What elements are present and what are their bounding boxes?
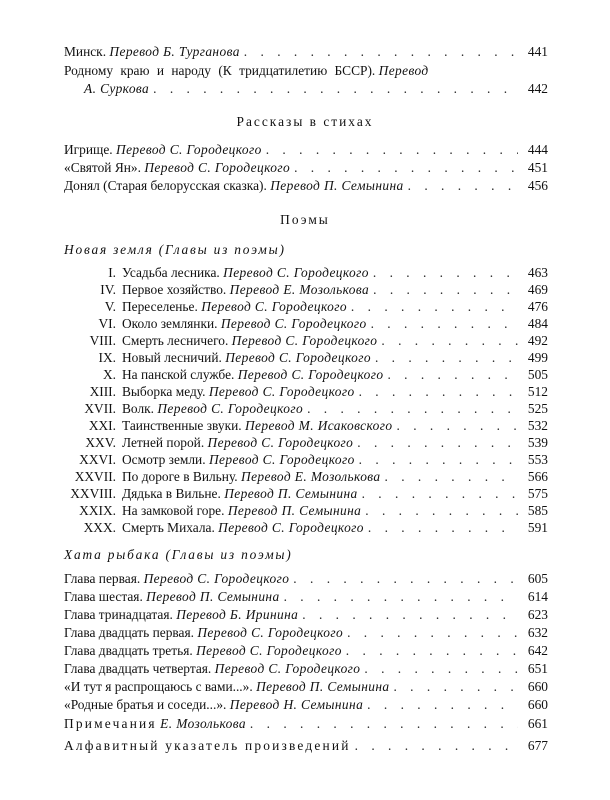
toc-entry-notes — [64, 715, 548, 733]
entry-translator: Перевод М. Исаковского — [244, 418, 393, 433]
entry-translator: Перевод С. Городецкого — [208, 384, 355, 399]
entry-title: Родному краю и народу (К тридцатилетию БССР). — [64, 63, 376, 78]
toc-entry-first-line — [64, 62, 548, 80]
entry-page: 525 — [527, 401, 548, 416]
entry-title: Донял (Старая белорусская сказка). — [64, 178, 267, 193]
poem-title: Новая земля (Главы из поэмы) — [64, 242, 286, 257]
chapter-number: XXVI. — [79, 452, 116, 467]
leader-dots — [357, 434, 518, 452]
chapter-number: XXVII. — [74, 469, 116, 484]
entry-title: На панской службе. — [122, 367, 235, 382]
entry-translator: Перевод С. Городецкого — [144, 160, 291, 175]
entry-page: 566 — [527, 469, 548, 484]
leader-dots — [385, 468, 518, 486]
toc-entry — [64, 570, 548, 588]
entry-page: 476 — [527, 299, 548, 314]
entry-translator: Перевод С. Городецкого — [218, 520, 364, 535]
entry-translator: Перевод П. Семынина — [146, 589, 280, 604]
entry-title: «И тут я распрощаюсь с вами...». — [64, 679, 253, 694]
chapter-number: XIII. — [89, 384, 116, 399]
chapter-number: V. — [104, 299, 116, 314]
chapter-number: IX. — [98, 350, 116, 365]
entry-page: 632 — [527, 625, 548, 640]
chapter-number: I. — [108, 265, 116, 280]
toc-entry — [64, 43, 548, 61]
entry-page: 451 — [527, 160, 548, 175]
toc-entry — [64, 434, 548, 452]
toc-entry — [64, 678, 548, 696]
entry-page: 444 — [527, 142, 548, 157]
toc-entry — [64, 606, 548, 624]
chapter-number: XXIX. — [79, 503, 116, 518]
toc-entry — [64, 315, 548, 333]
entry-title: Смерть Михала. — [122, 520, 215, 535]
leader-dots — [284, 588, 518, 606]
entry-title: Глава двадцать первая. — [64, 625, 194, 640]
entry-translator: Перевод Б. Иринина — [176, 607, 299, 622]
entry-title: Новый лесничий. — [122, 350, 222, 365]
toc-entry — [64, 519, 548, 537]
entry-page: 512 — [527, 384, 548, 399]
entry-translator: Перевод С. Городецкого — [237, 367, 384, 382]
toc-entry — [64, 660, 548, 678]
toc-entry — [64, 696, 548, 714]
toc-entry — [64, 298, 548, 316]
entry-title: Волк. — [122, 401, 154, 416]
leader-dots — [266, 141, 518, 159]
chapter-number: VIII. — [89, 333, 116, 348]
poem-title: Хата рыбака (Главы из поэмы) — [64, 547, 293, 562]
entry-page: 677 — [527, 738, 548, 753]
entry-title: Глава двадцать третья. — [64, 643, 193, 658]
leader-dots — [364, 660, 518, 678]
entry-title: Около землянки. — [122, 316, 218, 331]
toc-entry — [64, 624, 548, 642]
toc-entry — [64, 383, 548, 401]
leader-dots — [397, 417, 519, 435]
entry-title: «Святой Ян». — [64, 160, 141, 175]
entry-translator: Перевод С. Городецкого — [225, 350, 371, 365]
leader-dots — [371, 315, 518, 333]
toc-entry — [64, 349, 548, 367]
leader-dots — [373, 281, 518, 299]
leader-dots — [375, 349, 518, 367]
entry-page: 492 — [527, 333, 548, 348]
toc-entry — [64, 400, 548, 418]
leader-dots — [362, 485, 518, 503]
section-heading: Поэмы — [280, 212, 330, 227]
entry-translator: Перевод С. Городецкого — [214, 661, 361, 676]
entry-page: 499 — [527, 350, 548, 365]
leader-dots — [302, 606, 518, 624]
toc-entry — [64, 502, 548, 520]
leader-dots — [307, 400, 518, 418]
leader-dots — [347, 624, 518, 642]
entry-page: 591 — [527, 520, 548, 535]
entry-translator: Перевод С. Городецкого — [231, 333, 378, 348]
entry-page: 469 — [527, 282, 548, 297]
leader-dots — [408, 177, 518, 195]
entry-title: Глава первая. — [64, 571, 141, 586]
leader-dots — [351, 298, 518, 316]
entry-translator: Перевод Б. Турганова — [109, 44, 240, 59]
entry-page: 484 — [527, 316, 548, 331]
entry-title: Смерть лесничего. — [122, 333, 229, 348]
entry-page: 539 — [527, 435, 548, 450]
toc-entry — [64, 332, 548, 350]
toc-entry — [64, 177, 548, 195]
entry-translator: Перевод С. Городецкого — [143, 571, 290, 586]
leader-dots — [359, 451, 518, 469]
leader-dots — [346, 642, 518, 660]
entry-translator: Перевод Н. Семынина — [229, 697, 364, 712]
entry-translator: Перевод П. Семынина — [256, 679, 390, 694]
entry-page: 651 — [527, 661, 548, 676]
leader-dots — [365, 502, 518, 520]
entry-translator: Перевод С. Городецкого — [223, 265, 369, 280]
entry-translator: Перевод П. Семынина — [224, 486, 358, 501]
entry-page: 642 — [527, 643, 548, 658]
entry-title: Глава двадцать четвертая. — [64, 661, 212, 676]
entry-translator: Перевод С. Городецкого — [220, 316, 367, 331]
leader-dots — [367, 696, 518, 714]
toc-entry — [64, 451, 548, 469]
chapter-number: X. — [102, 367, 116, 382]
leader-dots — [293, 570, 518, 588]
entry-translator: Перевод С. Городецкого — [157, 401, 304, 416]
entry-page: 605 — [527, 571, 548, 586]
entry-page: 463 — [527, 265, 548, 280]
chapter-number: XXI. — [88, 418, 116, 433]
entry-title: Осмотр земли. — [122, 452, 206, 467]
toc-entry — [64, 281, 548, 299]
toc-entry — [64, 417, 548, 435]
entry-title: Игрище. — [64, 142, 113, 157]
entry-translator: Перевод С. Городецкого — [201, 299, 347, 314]
entry-title: На замковой горе. — [122, 503, 225, 518]
entry-title: Переселенье. — [122, 299, 198, 314]
index-title: Алфавитный указатель произведений — [64, 738, 351, 753]
entry-translator-name: А. Суркова — [84, 81, 150, 96]
leader-dots — [355, 737, 518, 755]
entry-page: 614 — [527, 589, 548, 604]
section-heading: Рассказы в стихах — [236, 114, 374, 129]
toc-entry — [64, 159, 548, 177]
entry-translator: Перевод С. Городецкого — [207, 435, 354, 450]
toc-entry — [64, 468, 548, 486]
chapter-number: XXV. — [85, 435, 116, 450]
entry-page: 553 — [527, 452, 548, 467]
chapter-number: XXVIII. — [70, 486, 116, 501]
entry-page: 456 — [527, 178, 548, 193]
toc-entry-index — [64, 737, 548, 755]
entry-translator-part: Перевод — [378, 63, 429, 78]
entry-title: Выборка меду. — [122, 384, 206, 399]
entry-title: Первое хозяйство. — [122, 282, 227, 297]
entry-translator: Перевод Е. Мозолькова — [241, 469, 381, 484]
leader-dots — [368, 519, 518, 537]
entry-title: Летней порой. — [122, 435, 205, 450]
entry-page: 442 — [527, 81, 548, 96]
entry-title: Глава шестая. — [64, 589, 143, 604]
leader-dots — [387, 366, 518, 384]
notes-author: Е. Мозолькова — [160, 716, 246, 731]
toc-entry — [64, 588, 548, 606]
entry-page: 660 — [527, 697, 548, 712]
entry-translator: Перевод С. Городецкого — [197, 625, 344, 640]
entry-page: 660 — [527, 679, 548, 694]
entry-page: 623 — [527, 607, 548, 622]
leader-dots — [250, 715, 518, 733]
entry-title: Минск. — [64, 44, 107, 59]
entry-translator: Перевод С. Городецкого — [196, 643, 342, 658]
chapter-number: VI. — [98, 316, 116, 331]
leader-dots — [373, 264, 518, 282]
entry-title: Таинственные звуки. — [122, 418, 242, 433]
toc-entry — [64, 642, 548, 660]
toc-entry — [64, 485, 548, 503]
leader-dots — [359, 383, 518, 401]
toc-entry — [64, 264, 548, 282]
entry-page: 505 — [527, 367, 548, 382]
leader-dots — [393, 678, 518, 696]
entry-title: По дороге в Вильну. — [122, 469, 238, 484]
entry-translator: Перевод С. Городецкого — [116, 142, 262, 157]
entry-page: 575 — [527, 486, 548, 501]
entry-page: 441 — [527, 44, 548, 59]
entry-translator: Перевод С. Городецкого — [208, 452, 355, 467]
leader-dots — [294, 159, 518, 177]
notes-title: Примечания — [64, 716, 157, 731]
leader-dots — [244, 43, 518, 61]
toc-entry-second-line — [64, 80, 548, 98]
leader-dots — [381, 332, 518, 350]
entry-page: 532 — [527, 418, 548, 433]
entry-title: Дядька в Вильне. — [122, 486, 221, 501]
leader-dots — [153, 80, 518, 98]
entry-title: «Родные братья и соседи...». — [64, 697, 227, 712]
entry-translator: Перевод П. Семынина — [270, 178, 404, 193]
entry-title: Глава тринадцатая. — [64, 607, 173, 622]
entry-translator: Перевод Е. Мозолькова — [229, 282, 370, 297]
chapter-number: XVII. — [84, 401, 116, 416]
entry-page: 585 — [527, 503, 548, 518]
chapter-number: IV. — [100, 282, 116, 297]
toc-entry — [64, 366, 548, 384]
entry-title: Усадьба лесника. — [122, 265, 220, 280]
entry-page: 661 — [527, 716, 548, 731]
chapter-number: XXX. — [83, 520, 116, 535]
toc-entry — [64, 141, 548, 159]
entry-translator: Перевод П. Семынина — [227, 503, 362, 518]
